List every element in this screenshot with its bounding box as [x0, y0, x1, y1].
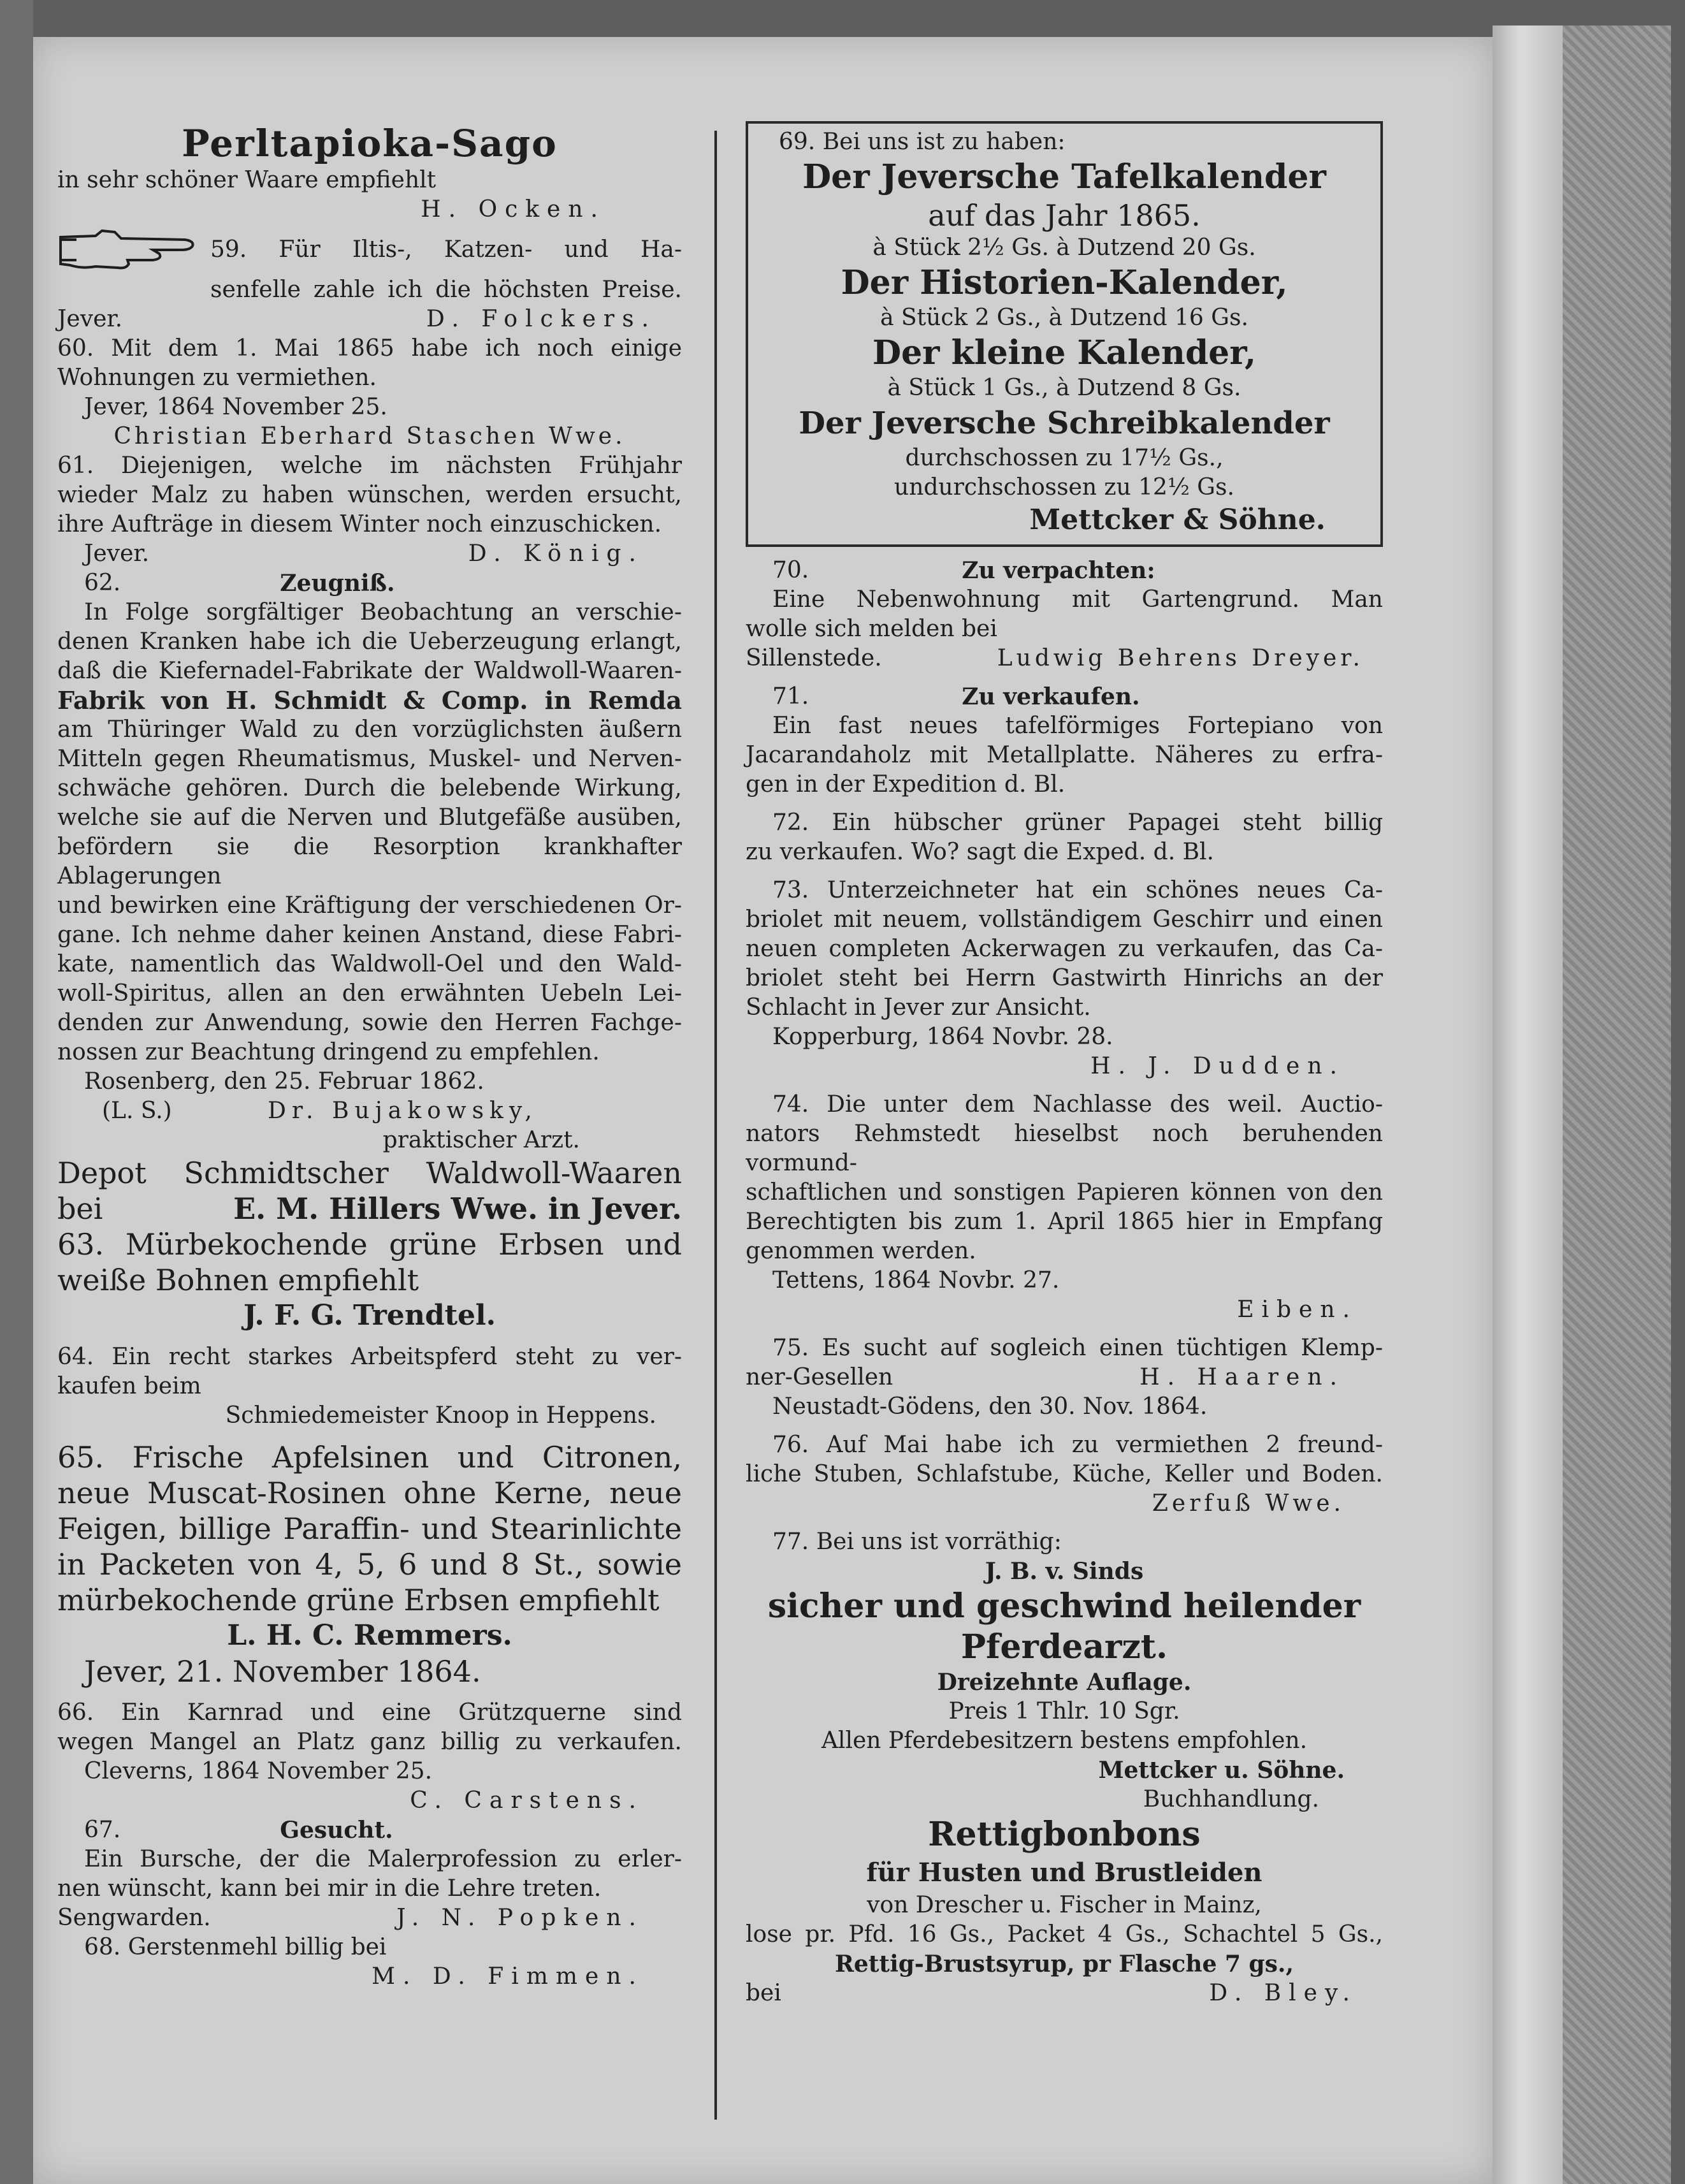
ad-66-line1: 66. Ein Karnrad und eine Grützquerne sind [57, 1700, 682, 1726]
ad-69-sign: Mettcker & Söhne. [1029, 504, 1326, 536]
ad-70-sign: Ludwig Behrens Dreyer. [997, 645, 1364, 671]
ad-77-sign2: Buchhandlung. [1143, 1786, 1319, 1812]
ad-69-title2-price: à Stück 2 Gs., à Dutzend 16 Gs. [880, 305, 1248, 331]
ad-63-line2: weiße Bohnen empfiehlt [57, 1263, 419, 1297]
bonbons-bei: bei [746, 1980, 781, 2006]
ad-62-line: denen Kranken habe ich die Ueberzeugung erlangt, [57, 629, 682, 655]
ad-69-title2: Der Historien-Kalender, [841, 263, 1288, 302]
ad-67-footer [57, 1904, 682, 1933]
ad-65-line: neue Muscat-Rosinen ohne Kerne, neue [57, 1476, 682, 1510]
column-rule [714, 131, 717, 2120]
ad-77-sign1: Mettcker u. Söhne. [1098, 1757, 1345, 1784]
ad-59-footer [57, 305, 682, 334]
ad-68-line1: 68. Gerstenmehl billig bei [84, 1934, 387, 1960]
ad-75-line2-row [746, 1363, 1383, 1392]
ad-62-line: daß die Kiefernadel-Fabrikate der Waldwoll-Waaren- [57, 658, 682, 684]
ad-69-box [746, 121, 1383, 547]
ad-71-title: Zu verkaufen. [962, 683, 1140, 710]
ad-76-line1: 76. Auf Mai habe ich zu vermiethen 2 freund- [772, 1432, 1383, 1458]
depot-line2: E. M. Hillers Wwe. in Jever. [233, 1191, 682, 1226]
ad-66-sign: C. Carstens. [410, 1787, 644, 1814]
ad-60-sign: Christian Eberhard Staschen Wwe. [113, 423, 626, 449]
ad-77-price: Preis 1 Thlr. 10 Sgr. [948, 1698, 1180, 1724]
ad-62-line: befördern sie die Resorption krankhafter Ablagerungen [57, 834, 682, 889]
ad-67-line1: Ein Bursche, der die Malerprofession zu erler- [84, 1846, 682, 1872]
bonbons-line2: lose pr. Pfd. 16 Gs., Packet 4 Gs., Schachtel 5 Gs., [746, 1921, 1383, 1947]
ad-62-header [57, 569, 682, 598]
ad-77-recommendation: Allen Pferdebesitzern bestens empfohlen. [821, 1728, 1308, 1754]
ad-70-num: 70. [772, 557, 809, 583]
ad-64-line1: 64. Ein recht starkes Arbeitspferd steht zu ver- [57, 1344, 682, 1370]
ad-62-line: In Folge sorgfältiger Beobachtung an verschie- [84, 599, 682, 625]
ad-61-footer [57, 539, 682, 569]
ad-73-line: briolet steht bei Herrn Gastwirth Hinrichs an der [746, 965, 1383, 991]
ad-65-line: 65. Frische Apfelsinen und Citronen, [57, 1440, 682, 1474]
ad-70-header [746, 556, 1383, 585]
ad-69-title1-price: à Stück 2½ Gs. à Dutzend 20 Gs. [872, 235, 1256, 261]
ad-73-line: Schlacht in Jever zur Ansicht. [746, 994, 1091, 1021]
ad-75-line1: 75. Es sucht auf sogleich einen tüchtigen Klemp- [772, 1335, 1383, 1361]
ad-61-place: Jever. [84, 541, 150, 567]
right-column [746, 121, 1383, 2008]
ad-69-line1: 69. Bei uns ist zu haben: [779, 129, 1066, 155]
book-cover-edge [1563, 25, 1671, 2184]
ad-62-line: am Thüringer Wald zu den vorzüglichsten äußern [57, 717, 682, 743]
ad-74-line: nators Rehmstedt hieselbst noch beruhenden vormund- [746, 1121, 1383, 1176]
ad-71-header [746, 682, 1383, 711]
ad-76-sign: Zerfuß Wwe. [1152, 1490, 1345, 1517]
ad-73-line: 73. Unterzeichneter hat ein schönes neues Ca- [772, 877, 1383, 903]
ad-69-title1-year: auf das Jahr 1865. [928, 198, 1201, 233]
ad-71-num: 71. [772, 683, 809, 710]
ad-62-role: praktischer Arzt. [382, 1127, 580, 1153]
ad-65-date: Jever, 21. November 1864. [84, 1654, 481, 1689]
ad-61-line3: ihre Aufträge in diesem Winter noch einzuschicken. [57, 511, 662, 537]
ad-75-line2: ner-Gesellen [746, 1364, 893, 1390]
ad-64-sign: Schmiedemeister Knoop in Heppens. [225, 1402, 656, 1429]
ad-59-sign: D. Folckers. [426, 306, 656, 332]
ad-62-body [57, 598, 682, 1067]
sago-title: Perltapioka-Sago [182, 122, 558, 165]
ad-62-line: woll-Spiritus, allen an den erwähnten Uebeln Lei- [57, 980, 682, 1007]
ad-73-date: Kopperburg, 1864 Novbr. 28. [772, 1024, 1113, 1050]
ad-74-line: schaftlichen und sonstigen Papieren können von den [746, 1179, 1383, 1205]
book-gutter [0, 0, 33, 2184]
ad-75-date: Neustadt-Gödens, den 30. Nov. 1864. [772, 1394, 1208, 1420]
ad-72-line1: 72. Ein hübscher grüner Papagei steht billig [772, 810, 1383, 836]
ad-62-line: schwäche gehören. Durch die belebende Wirkung, [57, 775, 682, 801]
ad-59-line2: senfelle zahle ich die höchsten Preise. [210, 277, 682, 303]
bonbons-sign: D. Bley. [1209, 1980, 1357, 2006]
ad-75-sign: H. Haaren. [1139, 1364, 1345, 1390]
bonbons-title: Rettigbonbons [928, 1815, 1201, 1854]
ad-68-sign: M. D. Fimmen. [372, 1963, 644, 1990]
ad-74-sign: Eiben. [1237, 1297, 1357, 1323]
ad-67-sign: J. N. Popken. [396, 1905, 644, 1931]
sago-line: in sehr schöner Waare empfiehlt [57, 167, 437, 193]
ad-69-title4: Der Jeversche Schreibkalender [799, 405, 1330, 441]
ad-60-line1: 60. Mit dem 1. Mai 1865 habe ich noch einige [57, 335, 682, 361]
ad-69-title1: Der Jeversche Tafelkalender [802, 157, 1326, 196]
bonbons-subtitle: für Husten und Brustleiden [866, 1858, 1262, 1888]
ad-63-sign: J. F. G. Trendtel. [243, 1299, 496, 1332]
ad-71-line1: Ein fast neues tafelförmiges Fortepiano von [772, 713, 1383, 739]
ad-71-line2: Jacarandaholz mit Metallplatte. Näheres zu erfra- [746, 742, 1383, 768]
ad-62-seal: (L. S.) [102, 1098, 172, 1124]
left-column [57, 121, 682, 1991]
ad-74-line: genommen werden. [746, 1238, 976, 1264]
ad-77-title2: Pferdearzt. [960, 1627, 1168, 1666]
pointing-hand-icon [57, 224, 210, 275]
ad-66-line2: wegen Mangel an Platz ganz billig zu verkaufen. [57, 1729, 682, 1755]
ad-59 [57, 224, 682, 275]
ad-61-line2: wieder Malz zu haben wünschen, werden ersucht, [57, 482, 682, 508]
page-edge [1493, 25, 1563, 2184]
ad-63-line1: 63. Mürbekochende grüne Erbsen und [57, 1227, 682, 1262]
ad-74-line: Berechtigten bis zum 1. April 1865 hier in Empfang [746, 1209, 1383, 1235]
ad-77-title1: sicher und geschwind heilender [767, 1587, 1361, 1626]
ad-62-line: welche sie auf die Nerven und Blutgefäße ausüben, [57, 804, 682, 831]
ad-62-line: und bewirken eine Kräftigung der verschiedenen Or- [57, 892, 682, 919]
ad-62-line: denden zur Anwendung, sowie den Herren Fachge- [57, 1010, 682, 1036]
ad-62-line: Mitteln gegen Rheumatismus, Muskel- und Nerven- [57, 746, 682, 772]
ad-73-line: briolet mit neuem, vollständigem Geschirr und einen [746, 906, 1383, 933]
ad-70-line1: Eine Nebenwohnung mit Gartengrund. Man [772, 586, 1383, 613]
ad-62-num: 62. [84, 570, 121, 596]
ad-60-date: Jever, 1864 November 25. [84, 394, 387, 420]
ad-62-line: gane. Ich nehme daher keinen Anstand, diese Fabri- [57, 922, 682, 948]
ad-67-header [57, 1816, 682, 1845]
ad-62-line: kate, namentlich das Waldwoll-Oel und den Wald- [57, 951, 682, 977]
ad-62-title: Zeugniß. [280, 570, 395, 597]
ad-76-line2: liche Stuben, Schlafstube, Küche, Keller und Boden. [746, 1461, 1383, 1487]
ad-65-line: in Packeten von 4, 5, 6 und 8 St., sowie [57, 1547, 682, 1582]
ad-60-line2: Wohnungen zu vermiethen. [57, 365, 377, 391]
ad-62-sign: Dr. Bujakowsky, [268, 1098, 538, 1124]
ad-67-place: Sengwarden. [57, 1905, 211, 1931]
depot-line1: Depot Schmidtscher Waldwoll-Waaren [57, 1156, 682, 1190]
ad-73-line: neuen completen Ackerwagen zu verkaufen, das Ca- [746, 936, 1383, 962]
bonbons-line3: Rettig-Brustsyrup, pr Flasche 7 gs., [834, 1951, 1294, 1977]
ad-62-line: nossen zur Beachtung dringend zu empfehlen. [57, 1039, 600, 1065]
ad-77-line1: 77. Bei uns ist vorräthig: [772, 1529, 1062, 1555]
ad-66-date: Cleverns, 1864 November 25. [84, 1758, 433, 1784]
ad-59-line1: 59. Für Iltis-, Katzen- und Ha- [210, 237, 682, 263]
ad-65-line: Feigen, billige Paraffin- und Stearinlichte [57, 1511, 682, 1546]
ad-70-title: Zu verpachten: [962, 557, 1155, 584]
sago-sign: H. Ocken. [421, 196, 605, 222]
ad-72-line2: zu verkaufen. Wo? sagt die Exped. d. Bl. [746, 839, 1214, 865]
ad-67-title: Gesucht. [280, 1817, 393, 1844]
ad-65-line: mürbekochende grüne Erbsen empfiehlt [57, 1583, 660, 1617]
ad-64-line2: kaufen beim [57, 1373, 201, 1399]
ad-62-date: Rosenberg, den 25. Februar 1862. [84, 1068, 484, 1095]
ad-74-date: Tettens, 1864 Novbr. 27. [772, 1267, 1060, 1293]
ad-67-num: 67. [84, 1817, 121, 1843]
ad-70-footer [746, 644, 1383, 673]
ad-62-sign-row [57, 1096, 682, 1126]
bonbons-line1: von Drescher u. Fischer in Mainz, [867, 1892, 1262, 1918]
ad-65-sign: L. H. C. Remmers. [227, 1619, 512, 1652]
ad-62-line: Fabrik von H. Schmidt & Comp. in Remda [57, 686, 682, 715]
ad-61-line1: 61. Diejenigen, welche im nächsten Frühjahr [57, 453, 682, 479]
ad-70-place: Sillenstede. [746, 645, 882, 671]
bonbons-footer [746, 1979, 1383, 2008]
ad-71-line3: gen in der Expedition d. Bl. [746, 771, 1066, 797]
ad-77-edition: Dreizehnte Auflage. [937, 1669, 1192, 1696]
ad-69-title4-price2: undurchschossen zu 12½ Gs. [894, 474, 1234, 500]
ad-69-title4-price1: durchschossen zu 17½ Gs., [905, 445, 1224, 471]
ad-73-sign: H. J. Dudden. [1090, 1053, 1345, 1079]
depot-bei: bei [57, 1191, 103, 1226]
ad-69-title3: Der kleine Kalender, [872, 333, 1256, 372]
ad-70-line2: wolle sich melden bei [746, 616, 997, 642]
ad-77-author: J. B. v. Sinds [985, 1558, 1144, 1585]
ad-74-line: 74. Die unter dem Nachlasse des weil. Auctio- [772, 1091, 1383, 1117]
ad-61-sign: D. König. [468, 541, 644, 567]
ad-69-title3-price: à Stück 1 Gs., à Dutzend 8 Gs. [887, 375, 1241, 401]
ad-67-line2: nen wünscht, kann bei mir in die Lehre treten. [57, 1875, 602, 1902]
ad-59-place: Jever. [57, 306, 123, 332]
depot-line2-row [57, 1191, 682, 1227]
